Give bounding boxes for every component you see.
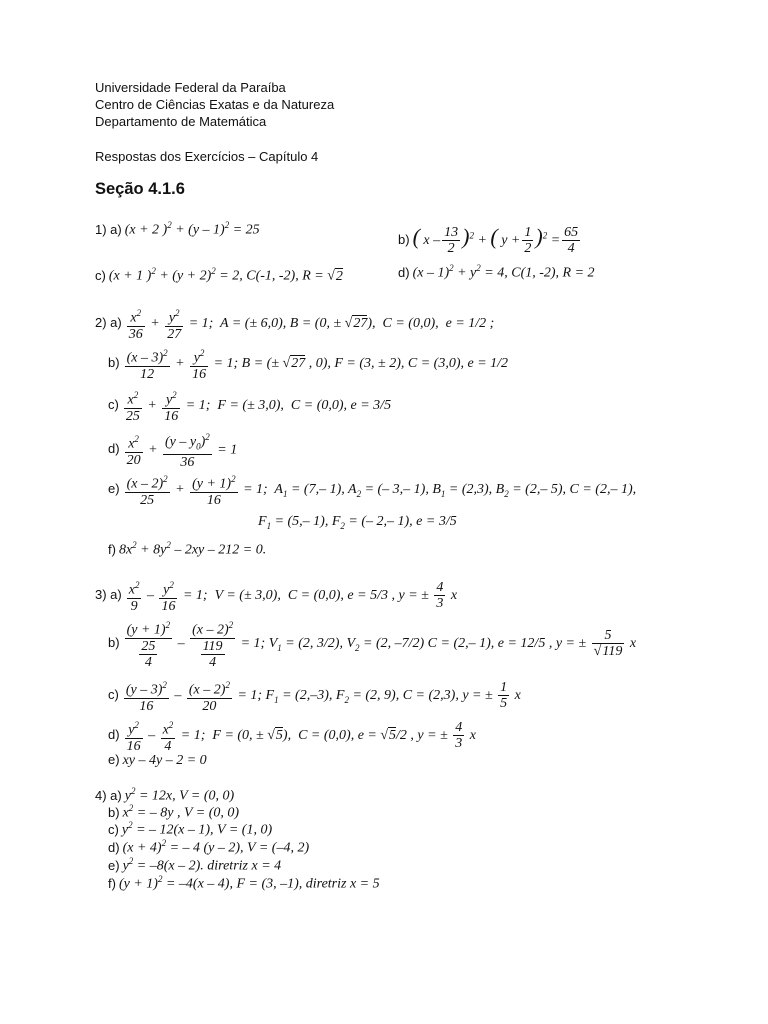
answer-3c: c) $\frac{(y - 3)^2}{16}$ – $\frac{(x - 2)^2}{20}$ = 1; $F_1 = (2,-3)$, $F_2 = (2$, 9), C = (2,3), y = ± $\frac{1}{5}$ x bbox=[108, 680, 521, 714]
answer-2c: c) $\frac{x^2}{25}$ + $\frac{y^2}{16}$ = 1; F = (± 3,0), C = (0,0), e = 3/5 bbox=[108, 390, 392, 424]
answer-2d: d) $\frac{x^2}{20}$ + $\frac{(y - y_0)^2}{36}$ = 1 bbox=[108, 432, 238, 471]
answer-4d: d) $(x + 4)^2$ = – 4 (y – 2), V = (–4, 2) bbox=[108, 838, 310, 856]
answer-1c: c) (x + 1 )$^2 + (y + 2)^2 = 2$, C(-1, -2), R = √2 bbox=[95, 266, 343, 284]
answer-2a: 2) a) $\frac{x^2}{36}$ + $\frac{y^2}{27}$ = 1; A = (± 6,0), B = (0, ± √27), C = (0,0), e = 1/2 ; bbox=[95, 308, 495, 342]
answer-4b: b) $x^2$ = – 8y , V = (0, 0) bbox=[108, 803, 240, 821]
department-name: Departamento de Matemática bbox=[95, 114, 267, 129]
answer-1b: b) ( x – $\frac{13}{2}$ )$^2$ + ( y + $\frac{1}{2}$ )$^2$ = $\frac{65}{4}$ bbox=[398, 224, 579, 257]
university-name: Universidade Federal da Paraíba bbox=[95, 80, 286, 95]
document-subtitle: Respostas dos Exercícios – Capítulo 4 bbox=[95, 149, 319, 164]
answer-3a: 3) a) $\frac{x^2}{9}$ – $\frac{y^2}{16}$ = 1; V = (± 3,0), C = (0,0), e = 5/3 , y = ± $\frac{4}{3}$ x bbox=[95, 580, 458, 614]
answer-2b: b) $\frac{(x - 3)^2}{12}$ + $\frac{y^2}{16}$ = 1; B = (± √27 , 0), F = (3, ± 2), C = (3,0), e = 1/2 bbox=[108, 348, 509, 382]
answer-3e: e) xy – 4y – 2 = 0 bbox=[108, 752, 207, 768]
answer-4f: f) $(y + 1)^2 = -4(x - 4)$, F = (3, –1), diretriz x = 5 bbox=[108, 874, 380, 892]
answer-1d: d) $(x - 1)^2 + y^2 = 4$, C(1, -2), R = 2 bbox=[398, 263, 595, 281]
section-title: Seção 4.1.6 bbox=[95, 180, 185, 198]
center-name: Centro de Ciências Exatas e da Natureza bbox=[95, 97, 335, 112]
answer-2e-continued: $F_1 = (5,-$ 1), $F_2$ = (– 2,– 1), e = 3/5 bbox=[258, 514, 457, 531]
answer-4e: e) $y^2 = -8(x - 2)$. diretriz x = 4 bbox=[108, 856, 282, 874]
answer-3d: d) $\frac{y^2}{16}$ – $\frac{x^2}{4}$ = 1; F = (0, ± √5), C = (0,0), e = √5/2 , y = ± $\frac{4}{3}$ x bbox=[108, 720, 476, 754]
answer-4a: 4) a) $y^2 = 12x$, V = (0, 0) bbox=[95, 786, 235, 804]
answer-2e: e) $\frac{(x - 2)^2}{25}$ + $\frac{(y + 1)^2}{16}$ = 1; $A_1 = (7,-$ 1), $A_2$ = (– 3,– 1), $B_1 = (2,3)$, $B_2 = (2,-$ 5), C = (2,– 1), bbox=[108, 474, 637, 508]
answer-3b: b) $\frac{(y + 1)^2}{\frac{25}{4}}$ – $\frac{(x - 2)^2}{\frac{119}{4}}$ = 1; $V_1 = (2$, 3/2), $V_2 = (2$, –7/2) C = (2,– 1), e = 12/5 , y = ± $\frac{5}{√119}$ x bbox=[108, 620, 637, 670]
answer-4c: c) $y^2$ = – 12(x – 1), V = (1, 0) bbox=[108, 820, 273, 838]
answer-1a: 1) a) (x + 2 )$^2$ + (y – 1)$^2$ = 25 bbox=[95, 220, 260, 238]
answer-2f: f) $8x^2 + 8y^2 - 2xy - 212 = 0$. bbox=[108, 540, 267, 558]
